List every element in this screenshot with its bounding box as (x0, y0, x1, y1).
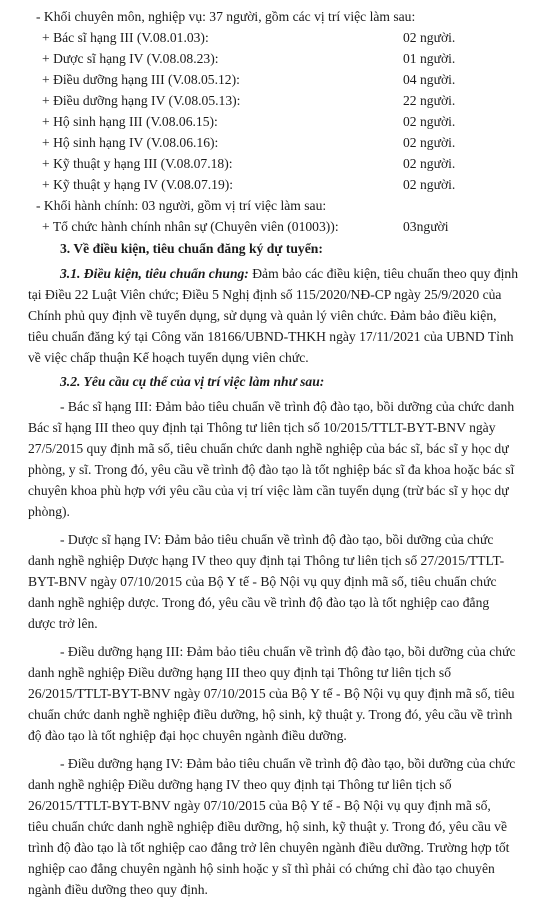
paragraph-line: chuẩn chức danh nghề nghiệp điều dưỡng, hộ sinh, kỹ thuật y. Trong đó, yêu cầu về trình (28, 707, 513, 722)
paragraph-line: 26/2015/TTLT-BYT-BNV ngày 07/10/2015 của Bộ Y tế - Bộ Nội vụ quy định mã số, tiêu (28, 686, 515, 701)
paragraph-line: trình độ đào tạo là tốt nghiệp cao đẳng trở lên chuyên ngành điều dưỡng. Trường hợp tốt (28, 840, 510, 855)
khoi-hanh-chinh-heading: - Khối hành chính: 03 người, gồm vị trí việc làm sau: (36, 198, 327, 213)
position-row (28, 69, 534, 90)
khoi-chuyen-mon-heading: - Khối chuyên môn, nghiệp vụ: 37 người, gồm các vị trí việc làm sau: (36, 9, 416, 24)
position-row (28, 132, 534, 153)
position-label: + Hộ sinh hạng III (V.08.06.15): (42, 114, 218, 129)
position-row (28, 174, 534, 195)
paragraph-line: 27/5/2015 quy định mã số, tiêu chuẩn chức danh nghề nghiệp của bác sĩ, bác sĩ y học dự (28, 441, 509, 456)
paragraph-line: phòng, y sĩ. Trong đó, yêu cầu về trình độ đào tạo là tốt nghiệp bác sĩ đa khoa hoặc bác sĩ (28, 462, 515, 477)
position-label: + Kỹ thuật y hạng III (V.08.07.18): (42, 156, 233, 171)
paragraph-line: 26/2015/TTLT-BYT-BNV ngày 07/10/2015 của Bộ Y tế - Bộ Nội vụ quy định mã số, (28, 798, 491, 813)
paragraph-text: Đảm bảo các điều kiện, tiêu chuẩn theo quy định (248, 266, 518, 281)
requirement-paragraph (28, 529, 534, 634)
paragraph-line: dược trở lên. (28, 616, 98, 631)
position-row (28, 111, 534, 132)
paragraph-line: - Dược sĩ hạng IV: Đảm bảo tiêu chuẩn về trình độ đào tạo, bồi dưỡng của chức (60, 532, 494, 547)
position-label: + Điều dưỡng hạng IV (V.08.05.13): (42, 93, 241, 108)
khoi-chuyen-mon-list (28, 27, 534, 195)
paragraph-line: chuyên khoa phù hợp với yêu cầu của vị trí việc làm cần tuyển dụng (trừ bác sĩ y học dự (28, 483, 509, 498)
position-count: 02 người. (403, 177, 456, 192)
paragraph-line: - Điều dưỡng hạng III: Đảm bảo tiêu chuẩn về trình độ đào tạo, bồi dưỡng của chức (60, 644, 516, 659)
position-label: + Kỹ thuật y hạng IV (V.08.07.19): (42, 177, 234, 192)
position-count: 01 người. (403, 51, 456, 66)
position-row (28, 27, 534, 48)
paragraph-line: tiêu chuẩn đăng ký tại Công văn 18166/UBND-THKH ngày 17/11/2021 của UBND Tỉnh (28, 329, 514, 344)
position-count: 04 người. (403, 72, 456, 87)
paragraph-line: danh nghề nghiệp Điều dưỡng hạng IV theo quy định tại Thông tư liên tịch số (28, 777, 452, 792)
position-count: 02 người. (403, 135, 456, 150)
position-label: + Hộ sinh hạng IV (V.08.06.16): (42, 135, 219, 150)
paragraph-line (28, 263, 534, 284)
paragraph-line: độ đào tạo là tốt nghiệp đại học chuyên ngành điều dưỡng. (28, 728, 347, 743)
paragraph-line: danh nghề nghiệp dược. Trong đó, yêu cầu về trình độ đào tạo là tốt nghiệp cao đẳng (28, 595, 490, 610)
requirement-paragraph (28, 753, 534, 900)
position-label: + Dược sĩ hạng IV (V.08.08.23): (42, 51, 219, 66)
paragraph-line: tại Điều 22 Luật Viên chức; Điều 5 Nghị định số 115/2020/NĐ-CP ngày 25/9/2020 của (28, 287, 502, 302)
position-row (28, 216, 534, 237)
section-3-2-title: 3.2. Yêu cầu cụ thể của vị trí việc làm như sau: (60, 374, 325, 389)
paragraph-line: ngành điều dưỡng theo quy định. (28, 882, 208, 897)
position-row (28, 153, 534, 174)
paragraph-line: phòng). (28, 504, 70, 519)
position-row (28, 90, 534, 111)
paragraph-line: nghiệp cao đẳng chuyên ngành hộ sinh hoặc y sĩ thì phải có chứng chỉ đào tạo chuyên (28, 861, 495, 876)
paragraph-line: Chính phủ quy định về tuyển dụng, sử dụng và quản lý viên chức. Đảm bảo điều kiện, (28, 308, 497, 323)
section-3-1-paragraph (28, 263, 534, 368)
paragraph-line: danh nghề nghiệp Điều dưỡng hạng III theo quy định tại Thông tư liên tịch số (28, 665, 451, 680)
position-count: 02 người. (403, 114, 456, 129)
section-3-1-title: 3.1. Điều kiện, tiêu chuẩn chung: (60, 266, 249, 281)
position-count: 02 người. (403, 30, 456, 45)
requirement-paragraph (28, 396, 534, 522)
position-count: 03người (403, 219, 449, 234)
paragraph-line: - Điều dưỡng hạng IV: Đảm bảo tiêu chuẩn về trình độ đào tạo, bồi dưỡng của chức (60, 756, 516, 771)
position-label: + Điều dưỡng hạng III (V.08.05.12): (42, 72, 240, 87)
paragraph-line: về việc chấp thuận Kế hoạch tuyển dụng viên chức. (28, 350, 309, 365)
requirement-paragraph (28, 641, 534, 746)
paragraph-line: Bác sĩ hạng III theo quy định tại Thông tư liên tịch số 10/2015/TTLT-BYT-BNV ngày (28, 420, 496, 435)
position-row (28, 48, 534, 69)
position-label: + Tổ chức hành chính nhân sự (Chuyên viên (01003)): (42, 219, 339, 234)
paragraph-line: danh nghề nghiệp Dược hạng IV theo quy định tại Thông tư liên tịch số 27/2015/TTLT- (28, 553, 505, 568)
paragraph-line: tiêu chuẩn chức danh nghề nghiệp điều dưỡng, hộ sinh, kỹ thuật y. Trong đó, yêu cầu về (28, 819, 507, 834)
position-count: 22 người. (403, 93, 456, 108)
paragraph-line: BYT-BNV ngày 07/10/2015 của Bộ Y tế - Bộ Nội vụ quy định mã số, tiêu chuẩn chức (28, 574, 497, 589)
position-count: 02 người. (403, 156, 456, 171)
paragraph-line: - Bác sĩ hạng III: Đảm bảo tiêu chuẩn về trình độ đào tạo, bồi dưỡng của chức danh (60, 399, 515, 414)
section-3-title: 3. Về điều kiện, tiêu chuẩn đăng ký dự tuyển: (60, 241, 323, 256)
position-label: + Bác sĩ hạng III (V.08.01.03): (42, 30, 209, 45)
